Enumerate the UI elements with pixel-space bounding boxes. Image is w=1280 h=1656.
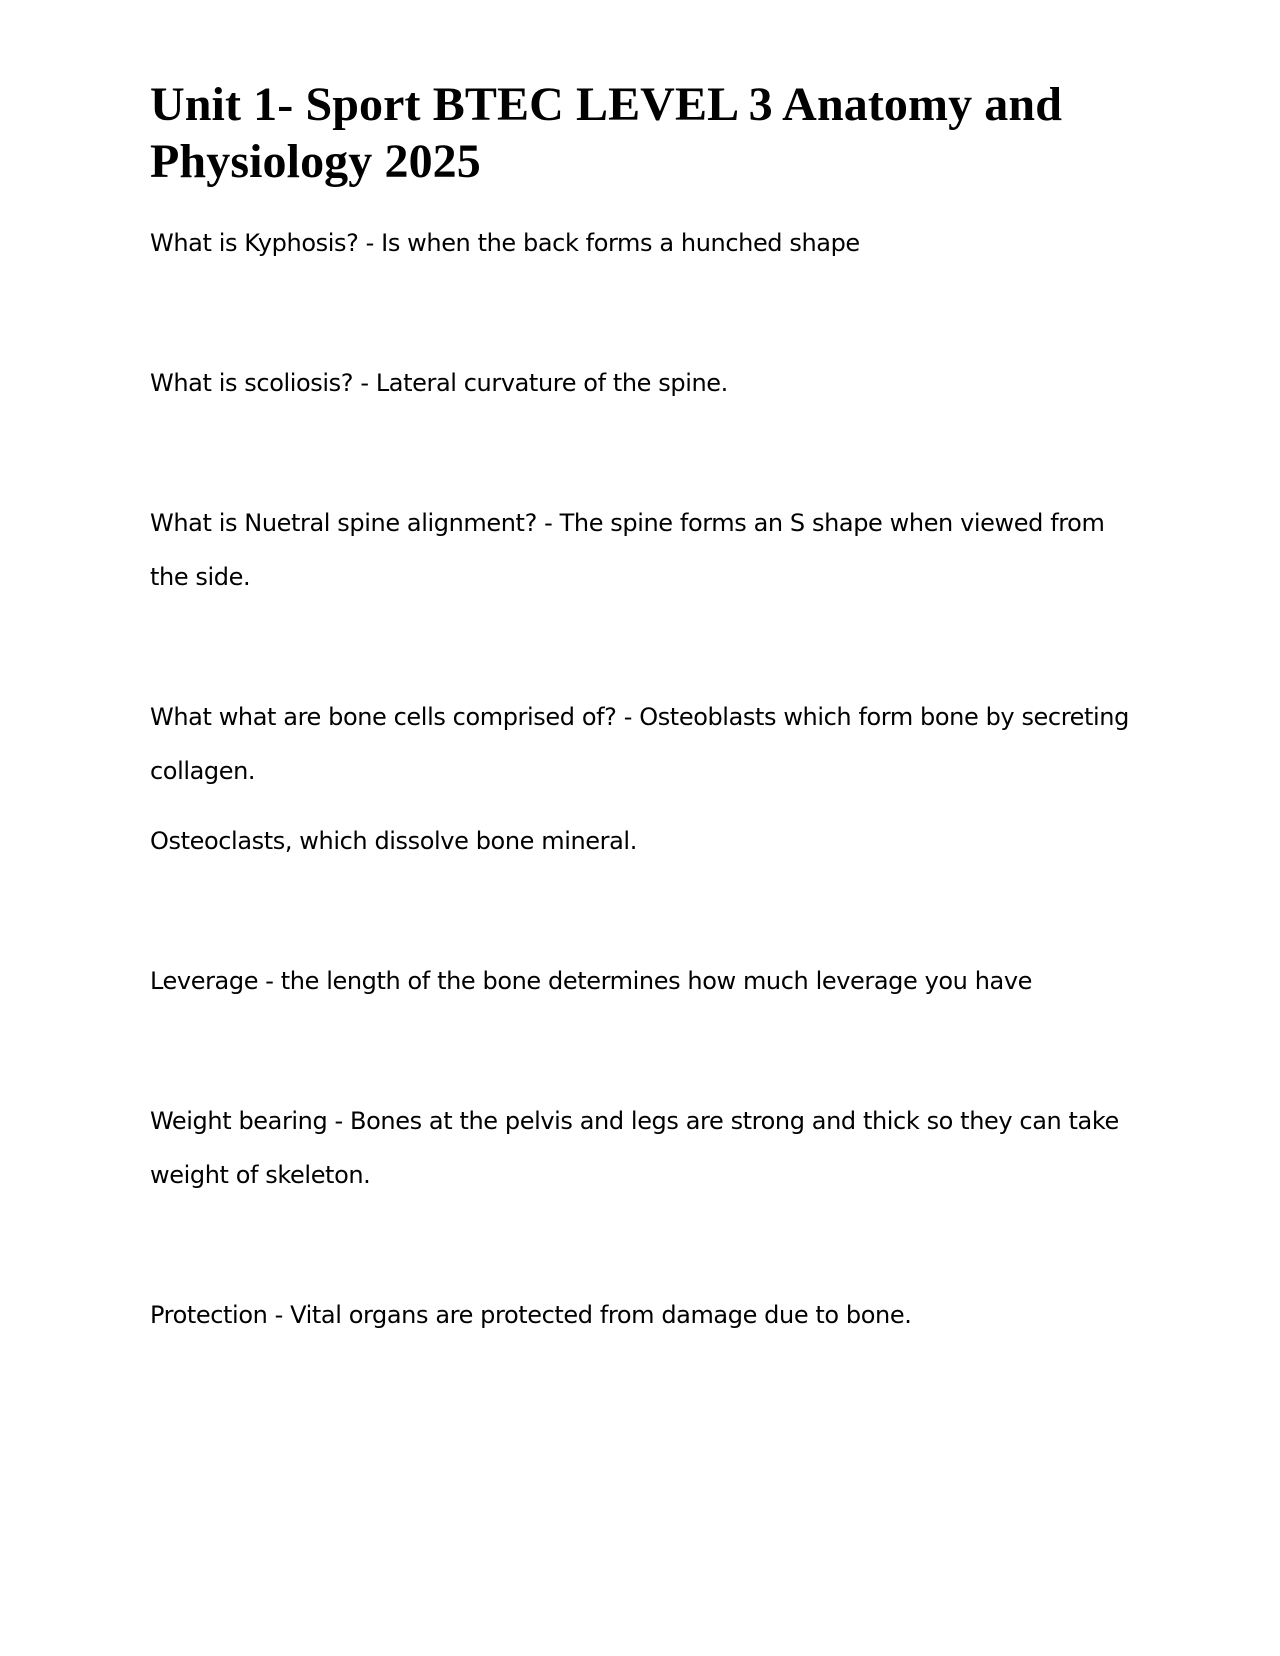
- paragraph-kyphosis: What is Kyphosis? - Is when the back forms a hunched shape: [150, 229, 860, 257]
- paragraph-neutral-spine: What is Nuetral spine alignment? - The spine forms an S shape when viewed from the side.: [150, 509, 1105, 591]
- paragraph-protection: Protection - Vital organs are protected from damage due to bone.: [150, 1301, 912, 1329]
- document-page: [150, 0, 1130, 1342]
- paragraph-bone-cells: What what are bone cells comprised of? - Osteoblasts which form bone by secreting collagen.: [150, 703, 1129, 785]
- paragraph-osteoclasts: Osteoclasts, which dissolve bone mineral.: [150, 827, 637, 855]
- paragraph-scoliosis: What is scoliosis? - Lateral curvature of the spine.: [150, 369, 728, 397]
- document-title: Unit 1- Sport BTEC LEVEL 3 Anatomy and Physiology 2025: [150, 78, 1063, 188]
- paragraph-leverage: Leverage - the length of the bone determines how much leverage you have: [150, 967, 1032, 995]
- paragraph-weight-bearing: Weight bearing - Bones at the pelvis and legs are strong and thick so they can take weight of skeleton.: [150, 1107, 1119, 1189]
